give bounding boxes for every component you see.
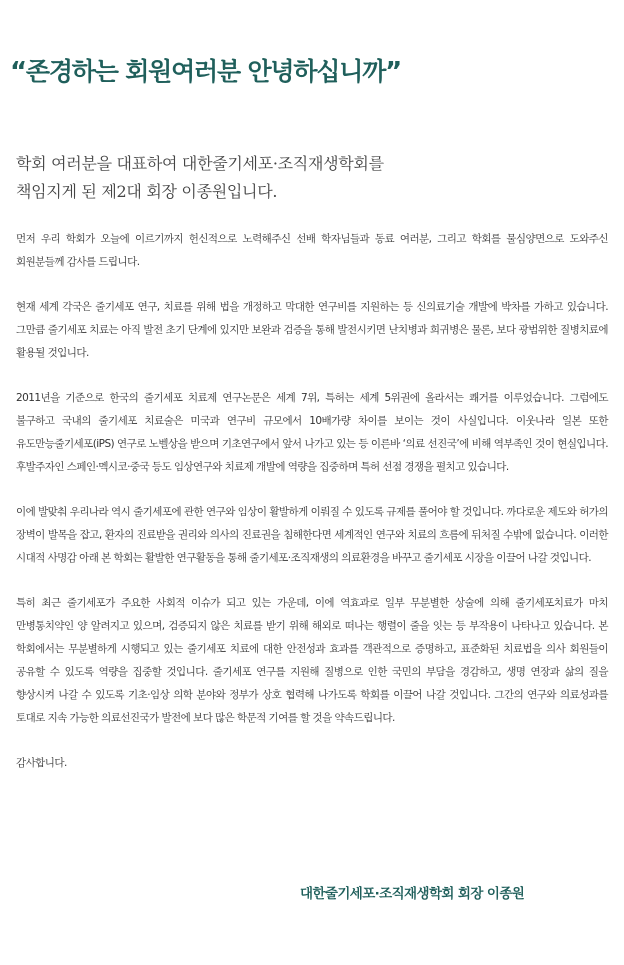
paragraph-korea-status: 2011년을 기준으로 한국의 줄기세포 치료제 연구논문은 세계 7위, 특허는 세계 5위권에 올라서는 쾌거를 이루었습니다. 그럼에도 불구하고 국내의 줄기세포 치료술은 미국과 연구비 규모에서 10배가량 차이를 보이는 것이 사실입니다. 이웃나라 일본 또한 유도만능줄기세포(iPS) 연구로 노벨상을 받으며 기초연구에서 앞서 나가고 있는 등 이른바 ‘의료 선진국’에 비해 역부족인 것이 현실입니다. 후발주자인 스페인·멕시코·중국 등도 임상연구와 치료제 개발에 역량을 집중하며 특허 선점 경쟁을 펼치고 있습니다. — [16, 392, 608, 473]
page-title — [10, 52, 614, 92]
paragraph-regulation: 이에 발맞춰 우리나라 역시 줄기세포에 관한 연구와 임상이 활발하게 이뤄질 수 있도록 규제를 풀어야 할 것입니다. 까다로운 제도와 허가의 장벽이 발목을 잡고, 환자의 진료받을 권리와 의사의 진료권을 침해한다면 세계적인 연구와 치료의 흐름에 뒤처질 수밖에 없습니다. 이러한 시대적 사명감 아래 본 학회는 활발한 연구활동을 통해 줄기세포·조직재생의 의료환경을 바꾸고 줄기세포 시장을 이끌어 나갈 것입니다. — [16, 506, 608, 564]
paragraph-society-mission: 특히 최근 줄기세포가 주요한 사회적 이슈가 되고 있는 가운데, 이에 역효과로 일부 무분별한 상술에 의해 줄기세포치료가 마치 만병통치약인 양 알려지고 있으며, 검증되지 않은 치료를 받기 위해 해외로 떠나는 행렬이 줄을 잇는 등 부작용이 나타나고 있습니다. 본 학회에서는 무분별하게 시행되고 있는 줄기세포 치료에 대한 안전성과 효과를 객관적으로 증명하고, 표준화된 치료법을 의사 회원들이 공유할 수 있도록 역량을 집중할 것입니다. 줄기세포 연구를 지원해 질병으로 인한 국민의 부담을 경감하고, 생명 연장과 삶의 질을 향상시켜 나갈 수 있도록 기초·임상 의학 분야와 정부가 상호 협력해 나가도록 학회를 이끌어 나갈 것입니다. 그간의 연구와 의료성과를 토대로 지속 가능한 의료선진국가 발전에 보다 많은 학문적 기여를 할 것을 약속드립니다. — [16, 597, 608, 724]
paragraph-global-trend: 현재 세계 각국은 줄기세포 연구, 치료를 위해 법을 개정하고 막대한 연구비를 지원하는 등 신의료기술 개발에 박차를 가하고 있습니다. 그만큼 줄기세포 치료는 아직 발전 초기 단계에 있지만 보완과 검증을 통해 발전시키면 난치병과 희귀병은 물론, 보다 광범위한 질병치료에 활용될 것입니다. — [16, 301, 608, 359]
intro-line-1: 학회 여러분을 대표하여 대한줄기세포·조직재생학회를 — [16, 154, 384, 173]
paragraph-gratitude: 먼저 우리 학회가 오늘에 이르기까지 헌신적으로 노력해주신 선배 학자님들과 동료 여러분, 그리고 학회를 물심양면으로 도와주신 회원분들께 감사를 드립니다. — [16, 233, 608, 268]
paragraph-thanks: 감사합니다. — [16, 757, 67, 769]
intro-statement — [16, 150, 608, 206]
page-title-text: 존경하는 회원여러분 안녕하십니까 — [25, 57, 386, 86]
intro-line-2: 책임지게 된 제2대 회장 이종원입니다. — [16, 182, 278, 201]
open-quote-mark: “ — [10, 57, 26, 87]
signature: 대한줄기세포·조직재생학회 회장 이종원 — [300, 886, 525, 902]
greeting-body — [16, 228, 608, 797]
close-quote-mark: ” — [385, 57, 402, 87]
